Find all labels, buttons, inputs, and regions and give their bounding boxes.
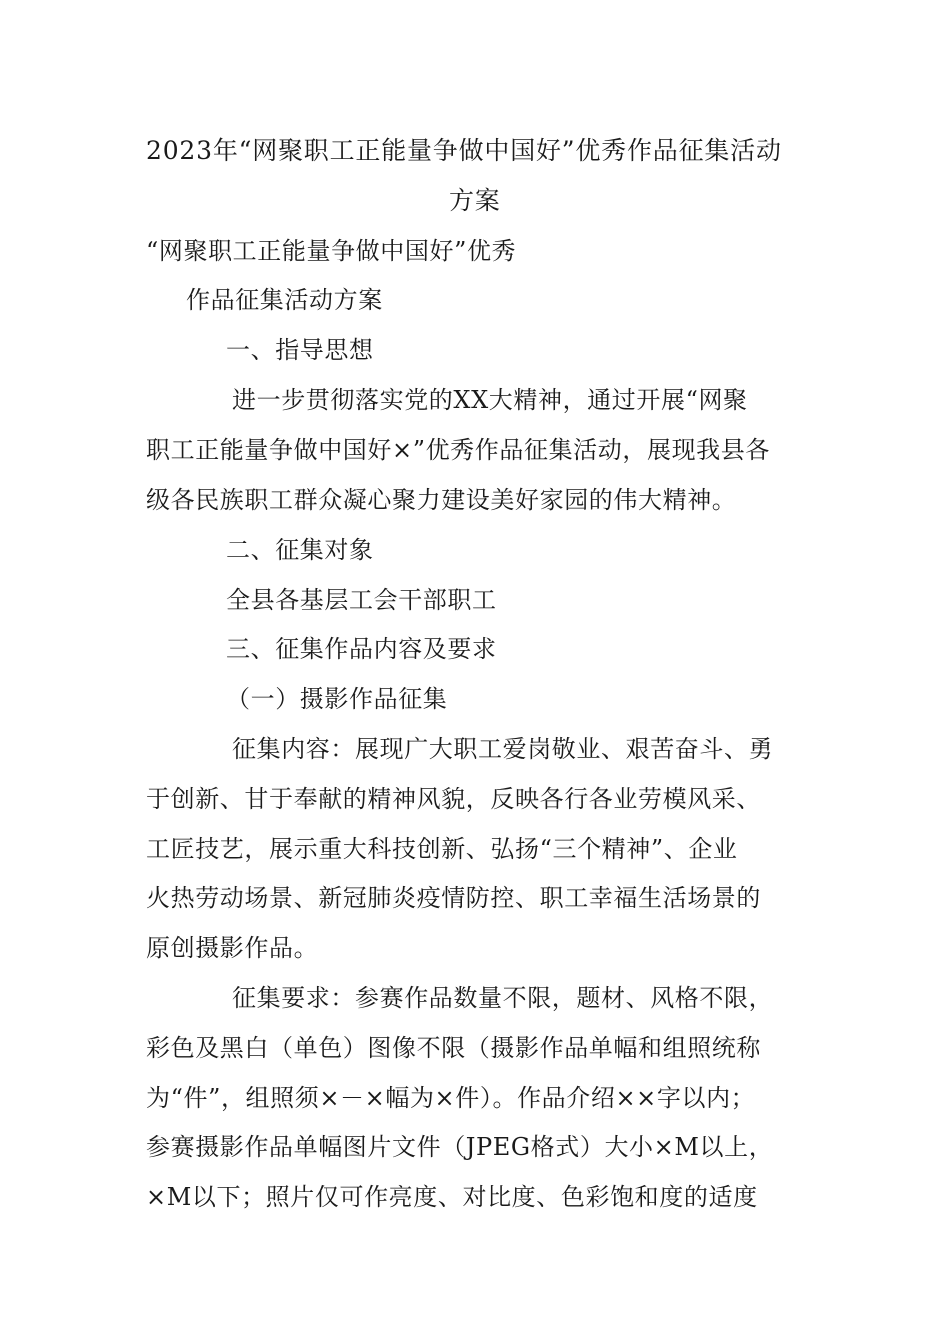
paragraph-line: 征集内容：展现广大职工爱岗敬业、艰苦奋斗、勇 (232, 735, 774, 763)
paragraph-line: 进一步贯彻落实党的XX大精神，通过开展“网聚 (232, 386, 748, 414)
document-title-line1: 2023年“网聚职工正能量争做中国好”优秀作品征集活动 (146, 136, 782, 165)
paragraph-line: 为“件”，组照须×－×幅为×件）。作品介绍××字以内； (146, 1084, 756, 1112)
paragraph-line: 彩色及黑白（单色）图像不限（摄影作品单幅和组照统称 (146, 1034, 761, 1062)
section3-heading: 三、征集作品内容及要求 (226, 635, 497, 663)
paragraph-line: 于创新、甘于奉献的精神风貌，反映各行各业劳模风采、 (146, 785, 761, 813)
paragraph-line: 火热劳动场景、新冠肺炎疫情防控、职工幸福生活场景的 (146, 884, 761, 912)
paragraph-line: 工匠技艺，展示重大科技创新、弘扬“三个精神”、企业 (146, 835, 738, 863)
paragraph-line: 级各民族职工群众凝心聚力建设美好家园的伟大精神。 (146, 486, 737, 514)
paragraph-line: ×M以下；照片仅可作亮度、对比度、色彩饱和度的适度 (146, 1183, 758, 1211)
paragraph-line: 参赛摄影作品单幅图片文件（JPEG格式）大小×M以上， (146, 1133, 774, 1161)
document-title-line2: 方案 (449, 186, 501, 215)
subtitle-line2: 作品征集活动方案 (186, 286, 383, 314)
paragraph-line: 征集要求：参赛作品数量不限，题材、风格不限， (232, 984, 774, 1012)
section1-heading: 一、指导思想 (226, 336, 374, 364)
subsection-heading: （一）摄影作品征集 (226, 685, 448, 713)
paragraph-line: 职工正能量争做中国好×”优秀作品征集活动，展现我县各 (146, 436, 770, 464)
paragraph-line: 原创摄影作品。 (146, 934, 319, 962)
subtitle-line1: “网聚职工正能量争做中国好”优秀 (146, 237, 517, 265)
paragraph-line: 全县各基层工会干部职工 (226, 586, 497, 614)
section2-heading: 二、征集对象 (226, 536, 374, 564)
